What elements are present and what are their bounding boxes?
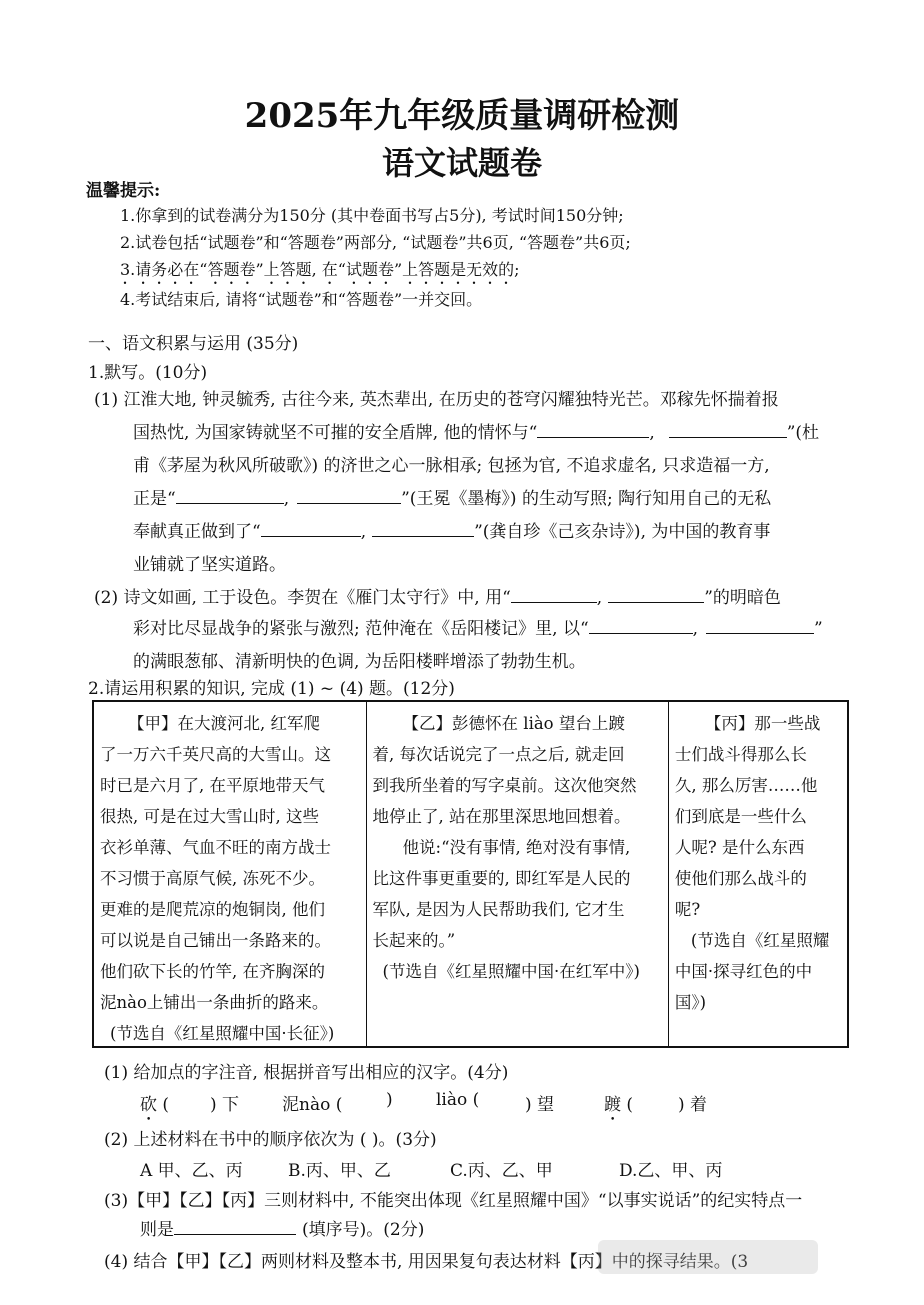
- bing-source: 国》): [674, 993, 707, 1012]
- option-a: A 甲、乙、丙: [140, 1161, 243, 1181]
- jia-line: 更难的是爬荒凉的炮铜岗, 他们: [100, 900, 325, 919]
- jia-line: 【甲】在大渡河北, 红军爬: [128, 714, 320, 733]
- bing-line: 们到底是一些什么: [674, 807, 807, 826]
- sub3-text: 则是: [140, 1220, 174, 1240]
- yi-line: 他说:“没有事情, 绝对没有事情,: [402, 838, 631, 857]
- option-d: D.乙、甲、丙: [619, 1161, 723, 1181]
- sub3-text: (填序号)。(2分): [302, 1220, 425, 1240]
- jia-line: 衣衫单薄、气血不旺的南方战士: [100, 838, 331, 857]
- q1-line: [94, 582, 781, 615]
- answer-blank[interactable]: [174, 1233, 296, 1235]
- answer-blank[interactable]: [176, 502, 284, 504]
- answer-blank[interactable]: [608, 601, 704, 603]
- yi-source: (节选自《红星照耀中国·在红军中》): [382, 962, 640, 981]
- exam-title: 2025年九年级质量调研检测: [244, 96, 680, 136]
- q1-line: (1) 江淮大地, 钟灵毓秀, 古往今来, 英杰辈出, 在历史的苍穹闪耀独特光芒。邓稼先怀揣着报: [94, 390, 779, 410]
- material-bing: [669, 702, 847, 1046]
- q1-text: 奉献真正做到了“: [133, 522, 261, 542]
- q1-line: [133, 613, 823, 646]
- sub1-item: ) 望: [525, 1095, 555, 1115]
- yi-line: 【乙】彭德怀在 liào 望台上踱: [402, 714, 625, 733]
- comma: ,: [596, 588, 603, 608]
- sub1-item: [140, 1090, 169, 1125]
- bing-line: 士们战斗得那么长: [674, 745, 807, 764]
- bing-source: 中国·探寻红色的中: [674, 962, 813, 981]
- answer-blank[interactable]: [537, 436, 649, 438]
- q1-line: 业铺就了坚实道路。: [133, 555, 286, 575]
- sub1-item: liào (: [436, 1090, 480, 1110]
- tips-heading: 温馨提示:: [86, 181, 161, 201]
- q1-line: [133, 417, 819, 450]
- tip-item: 4.考试结束后, 请将“试题卷”和“答题卷”一并交回。: [120, 290, 483, 309]
- q1-text: 正是“: [133, 489, 176, 509]
- exam-subtitle: 语文试题卷: [381, 144, 542, 182]
- q1-text: ”(杜: [786, 423, 820, 443]
- answer-blank[interactable]: [511, 601, 597, 603]
- q1-text: ”的明暗色: [704, 588, 781, 608]
- sub-question-4: (4) 结合【甲】【乙】两则材料及整本书, 用因果复句表达材料【丙】中的探寻结果。(3: [104, 1252, 749, 1272]
- char-with-dot: 踱 (: [604, 1095, 634, 1115]
- tip-item: 3.请务必在“答题卷”上答题, 在“试题卷”上答题是无效的;: [120, 260, 520, 279]
- tip-item: 1.你拿到的试卷满分为150分 (其中卷面书写占5分), 考试时间150分钟;: [120, 206, 624, 225]
- jia-line: 泥nào上铺出一条曲折的路来。: [100, 993, 329, 1012]
- comma: ,: [692, 619, 699, 639]
- bing-line: 人呢? 是什么东西: [674, 838, 805, 857]
- sub1-item: ) 着: [678, 1095, 708, 1115]
- sub-question-3: (3)【甲】【乙】【丙】三则材料中, 不能突出体现《红星照耀中国》“以事实说话”的纪实特点一: [104, 1191, 803, 1211]
- q1-text: 国热忱, 为国家铸就坚不可摧的安全盾牌, 他的情怀与“: [133, 423, 538, 443]
- yi-line: 军队, 是因为人民帮助我们, 它才生: [372, 900, 625, 919]
- q1-text: ”: [814, 619, 823, 639]
- sub-question-1: (1) 给加点的字注音, 根据拼音写出相应的汉字。(4分): [104, 1063, 509, 1083]
- answer-blank[interactable]: [261, 535, 361, 537]
- q1-text: 彩对比尽显战争的紧张与激烈; 范仲淹在《岳阳楼记》里, 以“: [133, 619, 589, 639]
- answer-blank[interactable]: [372, 535, 474, 537]
- sub1-item: ) 下: [210, 1095, 240, 1115]
- material-yi: [367, 702, 669, 1046]
- q1-text: ”(龚自珍《己亥杂诗》), 为中国的教育事: [474, 522, 771, 542]
- sub-question-2: (2) 上述材料在书中的顺序依次为 ( )。(3分): [104, 1130, 437, 1150]
- answer-blank[interactable]: [589, 632, 693, 634]
- bing-line: 【丙】那一些战: [704, 714, 821, 733]
- yi-line: 地停止了, 站在那里深思地回想着。: [372, 807, 631, 826]
- answer-blank[interactable]: [669, 436, 787, 438]
- char-with-dot: 砍 (: [140, 1095, 170, 1115]
- bing-source: (节选自《红星照耀: [690, 931, 830, 950]
- comma: ,: [649, 423, 655, 443]
- bing-line: 呢?: [674, 900, 701, 919]
- q1-text: (2) 诗文如画, 工于设色。李贺在《雁门太守行》中, 用“: [94, 588, 511, 608]
- jia-line: 时已是六月了, 在平原地带天气: [100, 776, 325, 795]
- sub1-item: [604, 1090, 633, 1125]
- materials-table: [92, 700, 849, 1048]
- bing-line: 久, 那么厉害……他: [674, 776, 818, 795]
- question-2-title: 2.请运用积累的知识, 完成 (1) ~ (4) 题。(12分): [88, 679, 455, 699]
- q1-line: [133, 516, 770, 549]
- yi-line: 长起来的。”: [372, 931, 456, 950]
- sub1-item: ): [386, 1090, 393, 1110]
- tip-item: 2.试卷包括“试题卷”和“答题卷”两部分, “试题卷”共6页, “答题卷”共6页;: [120, 233, 631, 252]
- jia-line: 可以说是自己铺出一条路来的。: [100, 931, 331, 950]
- sub-question-3-line2: [140, 1215, 424, 1240]
- watermark-overlay: [598, 1240, 818, 1274]
- jia-line: 不习惯于高原气候, 冻死不少。: [100, 869, 325, 888]
- comma: ,: [360, 522, 367, 542]
- sub1-item: 泥nào (: [282, 1095, 343, 1115]
- jia-source: (节选自《红星照耀中国·长征》): [110, 1024, 335, 1043]
- option-c: C.丙、乙、甲: [450, 1161, 553, 1181]
- jia-line: 他们砍下长的竹竿, 在齐胸深的: [100, 962, 325, 981]
- material-jia: [94, 702, 367, 1046]
- yi-line: 着, 每次话说完了一点之后, 就走回: [372, 745, 625, 764]
- jia-line: 很热, 可是在过大雪山时, 这些: [100, 807, 319, 826]
- yi-line: 到我所坐着的写字桌前。这次他突然: [372, 776, 637, 795]
- q1-line: 甫《茅屋为秋风所破歌》) 的济世之心一脉相承; 包拯为官, 不追求虚名, 只求造福一方,: [133, 456, 770, 476]
- answer-blank[interactable]: [706, 632, 814, 634]
- comma: ,: [283, 489, 290, 509]
- option-b: B.丙、甲、乙: [288, 1161, 391, 1181]
- bing-line: 使他们那么战斗的: [674, 869, 807, 888]
- q1-text: ”(王冕《墨梅》) 的生动写照; 陶行知用自己的无私: [401, 489, 772, 509]
- yi-line: 比这件事更重要的, 即红军是人民的: [372, 869, 631, 888]
- q1-line: 的满眼葱郁、清新明快的色调, 为岳阳楼畔增添了勃勃生机。: [133, 652, 586, 672]
- section-heading: 一、语文积累与运用 (35分): [88, 334, 299, 354]
- jia-line: 了一万六千英尺高的大雪山。这: [100, 745, 331, 764]
- question-1-title: 1.默写。(10分): [88, 363, 208, 383]
- answer-blank[interactable]: [297, 502, 401, 504]
- q1-line: [133, 483, 771, 516]
